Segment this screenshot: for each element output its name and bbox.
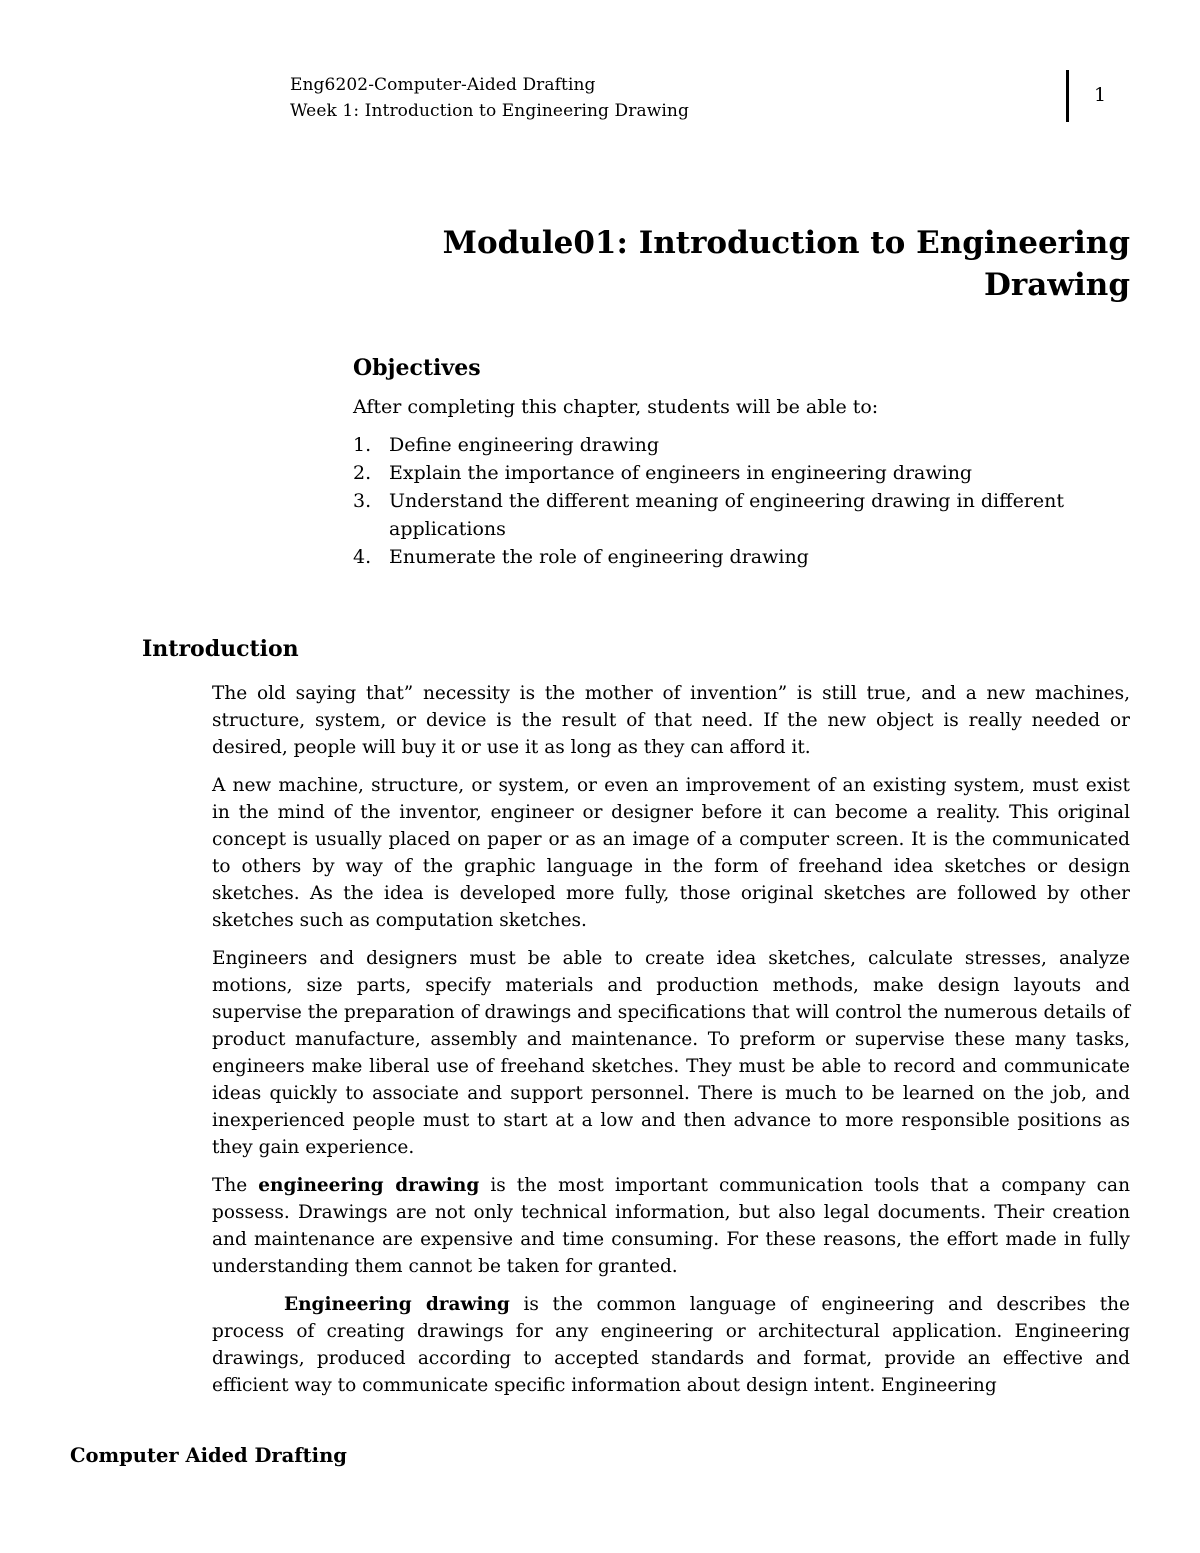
list-item-number: 2. bbox=[353, 462, 372, 484]
list-item bbox=[353, 459, 1113, 487]
module-title bbox=[430, 222, 1130, 306]
objectives-intro: After completing this chapter, students will be able to: bbox=[353, 396, 879, 418]
module-title-line-1: Module01: Introduction to Engineering bbox=[442, 225, 1130, 261]
paragraph: The old saying that” necessity is the mother of invention” is still true, and a new machines, structure, system, or device is the result of that need. If the new object is really needed or desired, people will buy it or use it as long as they can afford it. bbox=[212, 683, 1130, 758]
introduction-heading: Introduction bbox=[142, 636, 299, 662]
list-item-number: 1. bbox=[353, 434, 372, 456]
list-item-text: Understand the different meaning of engineering drawing in different applications bbox=[389, 490, 1065, 540]
objectives-heading: Objectives bbox=[353, 355, 481, 381]
module-title-line-2: Drawing bbox=[984, 267, 1130, 303]
paragraph-text: is the common language of engineering and describes the process of creating drawings for any engineering or architectural application. Engineering drawings, produced according to accepted standards and format, provide an effective and efficient way to communicate specific information about design intent. Engineering bbox=[212, 1294, 1131, 1396]
paragraph bbox=[212, 1172, 1130, 1280]
paragraph-text: The bbox=[212, 1175, 259, 1196]
header-course: Eng6202-Computer-Aided Drafting bbox=[290, 75, 596, 95]
list-item bbox=[353, 487, 1113, 543]
list-item bbox=[353, 431, 1113, 459]
list-item-text: Define engineering drawing bbox=[389, 434, 660, 456]
list-item-text: Explain the importance of engineers in engineering drawing bbox=[389, 462, 973, 484]
paragraph-text: is the most important communication tools that a company can possess. Drawings are not only technical information, but also legal documents. Their creation and maintenance are expensive and time consuming. For these reasons, the effort made in fully understanding them cannot be taken for granted. bbox=[212, 1175, 1130, 1277]
paragraph bbox=[212, 1291, 1130, 1399]
introduction-body bbox=[212, 680, 1130, 1410]
page-footer: Computer Aided Drafting bbox=[70, 1444, 347, 1467]
emphasis-term: Engineering drawing bbox=[284, 1294, 510, 1315]
list-item-number: 4. bbox=[353, 546, 372, 568]
list-item-number: 3. bbox=[353, 490, 372, 512]
paragraph: A new machine, structure, or system, or even an improvement of an existing system, must exist in the mind of the inventor, engineer or designer before it can become a reality. This original concept is usually placed on paper or as an image of a computer screen. It is the communicated to others by way of the graphic language in the form of freehand idea sketches or design sketches. As the idea is developed more fully, those original sketches are followed by other sketches such as computation sketches. bbox=[212, 775, 1130, 931]
objectives-list bbox=[353, 431, 1113, 571]
page-number: 1 bbox=[1094, 84, 1107, 106]
page-header bbox=[290, 72, 689, 124]
header-week: Week 1: Introduction to Engineering Drawing bbox=[290, 101, 689, 121]
objectives-section bbox=[353, 355, 1113, 571]
paragraph: Engineers and designers must be able to create idea sketches, calculate stresses, analyze motions, size parts, specify materials and production methods, make design layouts and supervise the preparation of drawings and specifications that will control the numerous details of product manufacture, assembly and maintenance. To preform or supervise these many tasks, engineers make liberal use of freehand sketches. They must be able to record and communicate ideas quickly to associate and support personnel. There is much to be learned on the job, and inexperienced people must to start at a low and then advance to more responsible positions as they gain experience. bbox=[212, 948, 1130, 1158]
list-item bbox=[353, 543, 1113, 571]
list-item-text: Enumerate the role of engineering drawing bbox=[389, 546, 809, 568]
emphasis-term: engineering drawing bbox=[258, 1175, 480, 1196]
header-divider bbox=[1066, 70, 1069, 122]
